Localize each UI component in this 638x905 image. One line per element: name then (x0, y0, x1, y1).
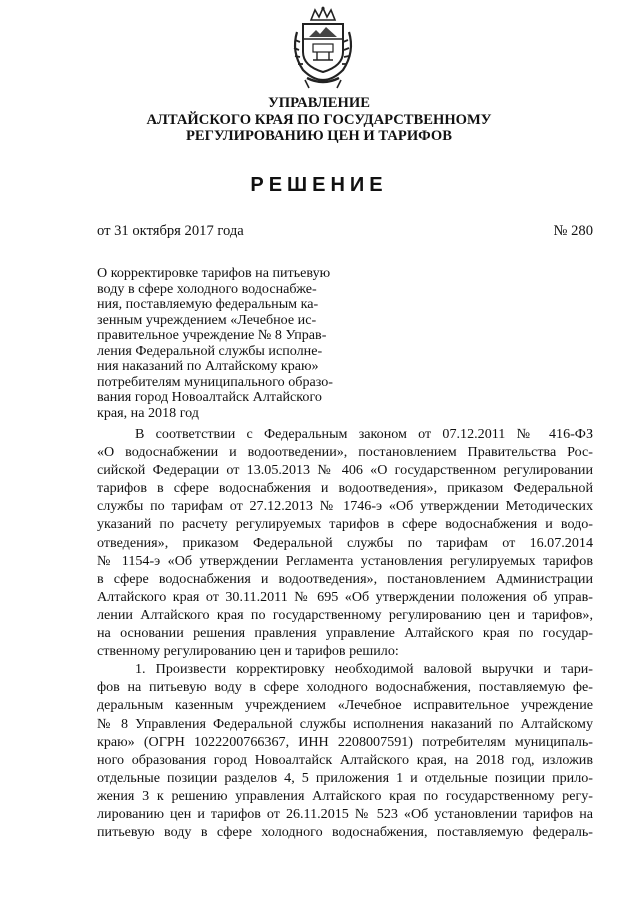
body-line: Алтайского края от 30.11.2011 № 695 «Об утверждении положения об управ- (97, 588, 593, 605)
body-line: № 8 Управления Федеральной службы исполнения наказаний по Алтайскому (97, 715, 593, 732)
document-type-heading: РЕШЕНИЕ (250, 174, 388, 196)
subject-line: зенным учреждением «Лечебное ис- (97, 311, 317, 328)
body-line: указаний по расчету регулируемых тарифов в сфере водоснабжения и водо- (97, 516, 593, 533)
subject-line: правительное учреждение № 8 Управ- (97, 327, 327, 343)
subject-line: потребителям муниципального образо- (97, 373, 333, 390)
document-subject (97, 266, 347, 421)
body-line: В соответствии с Федеральным законом от 07.12.2011 № 416-ФЗ (135, 426, 593, 442)
body-line: ственному регулированию цен и тарифов решило: (97, 643, 399, 660)
organization-line: АЛТАЙСКОГО КРАЯ ПО ГОСУДАРСТВЕННОМУ (146, 111, 492, 128)
body-line: краю» (ОГРН 1022200766367, ИНН 2208007591) потребителям муниципаль- (97, 733, 593, 750)
document-number: № 280 (553, 223, 593, 239)
subject-line: ления Федеральной службы исполне- (97, 342, 323, 359)
body-line: лированию цен и тарифов от 26.11.2015 № 523 «Об установлении тарифов на (97, 805, 593, 822)
body-line: жения 3 к решению управления Алтайского края по государственному регу- (97, 787, 593, 804)
subject-line: О корректировке тарифов на питьевую (97, 265, 331, 281)
body-line: отведения», приказом Федеральной службы по тарифам от 16.07.2014 (97, 534, 593, 551)
body-line: службы по тарифам от 27.12.2013 № 1746-э «Об утверждении Методических (97, 498, 593, 515)
subject-line: ния, поставляемую федеральным ка- (97, 296, 319, 312)
body-line: в сфере водоснабжения и водоотведения», постановлением Администрации (97, 570, 593, 587)
body-line: ного образования город Новоалтайск Алтайского края, на 2018 год, изложив (97, 751, 593, 768)
body-line: лении Алтайского края по государственному регулированию цен и тарифов», (97, 606, 593, 623)
body-line: на основании решения правления управление Алтайского края по государ- (97, 625, 593, 642)
document-date: от 31 октября 2017 года (97, 223, 244, 239)
subject-line: воду в сфере холодного водоснабже- (97, 280, 317, 297)
body-line: деральным казенным учреждением «Лечебное исправительное учреждение (97, 697, 593, 714)
body-line: тарифов в сфере водоснабжения и водоотведения», приказом Федеральной (97, 480, 593, 497)
subject-line: ния наказаний по Алтайскому краю» (97, 358, 319, 374)
body-line: «О водоснабжении и водоотведении», постановлением Правительства Рос- (97, 444, 593, 461)
subject-line: края, на 2018 год (97, 404, 199, 421)
body-line: № 1154-э «Об утверждении Регламента установления регулируемых тарифов (97, 552, 593, 569)
coat-of-arms-emblem (289, 6, 357, 90)
body-line: отдельные позиции разделов 4, 5 приложения 1 и отдельные позиции прило- (97, 769, 593, 786)
document-body (97, 425, 593, 841)
organization-line: РЕГУЛИРОВАНИЮ ЦЕН И ТАРИФОВ (186, 128, 452, 144)
body-line: 1. Произвести корректировку необходимой валовой выручки и тари- (135, 661, 593, 678)
body-line: сийской Федерации от 13.05.2013 № 406 «О государственном регулировании (97, 462, 593, 479)
organization-line: УПРАВЛЕНИЕ (268, 95, 370, 111)
body-line: питьевую воду в сфере холодного водоснабжения, поставляемую федераль- (97, 824, 593, 841)
body-line: фов на питьевую воду в сфере холодного водоснабжения, поставляемую фе- (97, 679, 593, 696)
subject-line: вания город Новоалтайск Алтайского (97, 389, 322, 405)
organization-name (100, 95, 538, 145)
